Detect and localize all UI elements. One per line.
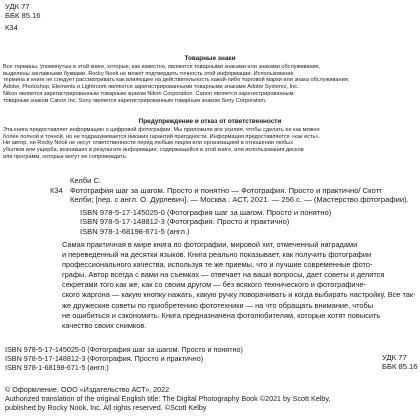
copyright-block [5,385,330,413]
disclaimer-line: или программ, которые могут ее сопровождать. [3,153,128,160]
header-classification [5,2,41,21]
disclaimer-text [3,127,417,161]
annotation-line: ского жаргона — какую кнопку нажать, какую ручку поворачивать и когда выбирать настройку. Все так- [62,290,416,300]
disclaimer-line: убытков или ущерба, возникших в результате информации, содержащейся в этой книге, или использования дисков [3,147,304,154]
trademarks-line: термина в книге не следует рассматривать как влияющее на действительность какой-либо торговой марки или знака обслуживания. [3,77,350,84]
bbk-code: ББК 85.16 [5,11,41,21]
trademarks-line: Nikon является зарегистрированным товарным знаком Nikon Corporation. Canon является зарегистрированным [3,90,294,97]
catalog-line: Келби; [пер. с англ. О. Дурлевич]. — Москва : АСТ, 2021. — 256 с. — (Мастерство фотографии). [70,195,409,205]
trademarks-line: Adobe, Photoshop, Elements и Lightroom являются зарегистрированными товарными знаками Adobe Systems, Inc. [3,84,299,91]
author-mark-code: К34 [5,23,18,32]
isbn-line: ISBN 978-1-68198-671-5 (англ.) [80,226,190,236]
trademarks-line: Все термины, упомянутые в этой книге, которые, как известно, являются товарными знаками или знаками обслуживания, [3,64,321,70]
catalog-line: Фотография шаг за шагом. Просто и понятно — Фотография. Просто и практично/ Скотт [70,186,383,195]
copyright-line: published by Rocky Nook, Inc. All rights reserved. ©Scott Kelby [5,403,207,413]
copyright-line: Authorized translation of the original English title: The Digital Photography Book ©2021 by Scott Kelby, [5,394,331,404]
annotation-text [62,240,417,331]
annotation-line: и переведенный на десятки языков. Книга реально показывает, как получить фотографии [62,250,372,260]
bottom-isbns [5,345,243,373]
trademarks-line: выделены заглавными буквами. Rocky Nook не может подтвердить точность этой информации. Использование [3,70,294,77]
annotation-line: графы. Автор всегда с вами на съемках — отвечает на ваши вопросы, дает советы и делится [62,270,385,280]
disclaimer-title: Предупреждение и отказ от ответственности [138,118,282,125]
catalog-isbns [80,208,420,236]
isbn-line: ISBN 978-5-17-148812-3 (Фотография. Просто и практично) [80,217,290,227]
footer-bbk-code: ББК 85.16 [382,362,418,372]
trademarks-title: Товарные знаки [184,55,236,62]
trademarks-text [3,64,417,104]
footer-udk-code: УДК 77 [382,353,407,362]
annotation-line: профессионального качества, используя те же приемы, что и лучшие современные фото- [62,260,373,270]
annotation-line: качество своих снимков. [62,320,147,330]
bottom-isbn-line: ISBN 978-5-17-145025-0 (Фотография шаг за шагом. Просто и понятно) [5,345,243,354]
isbn-line: ISBN 978-5-17-145025-0 (Фотография шаг за шагом. Просто и понятно) [80,208,332,217]
copyright-line: © Оформление. ООО «Издательство АСТ», 2022 [5,385,170,394]
disclaimer-line: Ни автор, ни Rocky Nook не несут ответственности перед любым лицом или организацией в отношении любых [3,140,293,147]
catalog-author: Келби С. [70,176,102,185]
disclaimer-line: Эта книга предоставляет информацию о цифровой фотографии. Мы приложили все усилия, чтобы сделать ее как можно [3,127,320,133]
trademarks-line: товарным знаком Canon Inc. Sony является зарегистрированным товарным знаком Sony Corporation. [3,97,267,104]
footer-classification [382,353,418,372]
disclaimer-line: более полной и точной, но не подразумевается никаких гарантий пригодности. Информация предоставляется «как есть». [3,133,321,140]
bottom-isbn-line: ISBN 978-1-68198-671-5 (англ.) [5,363,109,373]
annotation-line: секретами того как же, как со своим другом — без всякого технического и фотографиче- [62,280,366,290]
annotation-line: Самая практичная в мире книга по фотографии, мировой хит, отмеченный наградами [62,240,358,249]
annotation-line: не ошибиться и сэкономить. Книга предназначена фотолюбителям, которые хотят повысить [62,310,381,320]
udk-code: УДК 77 [5,2,30,11]
catalog-description [70,186,410,205]
catalog-code: К34 [50,186,63,195]
bottom-isbn-line: ISBN 978-5-17-148812-3 (Фотография. Просто и практично) [5,354,204,364]
annotation-line: же дружеские советы по приобретению фототехники — на что обращать внимание, чтобы [62,300,374,310]
